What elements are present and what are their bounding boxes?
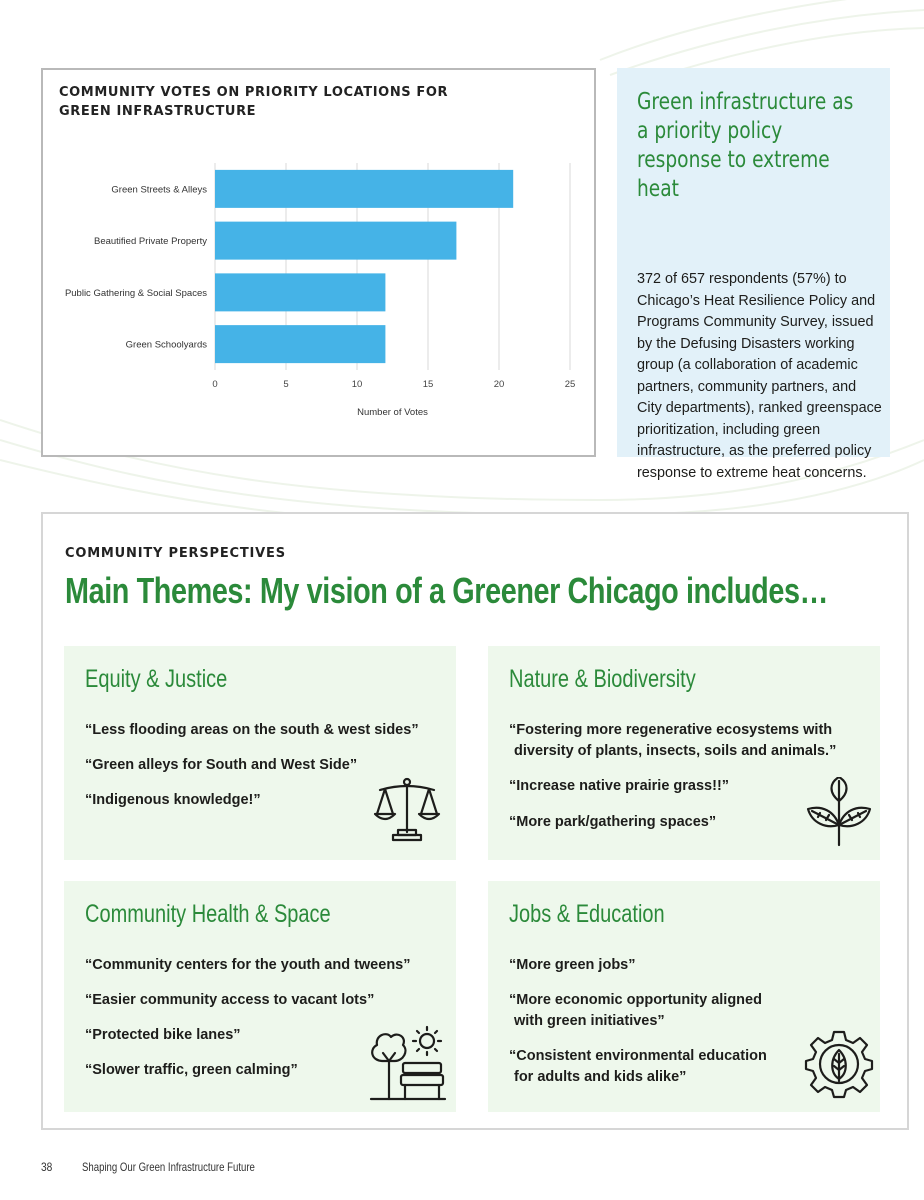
- page-number: 38: [41, 1160, 53, 1174]
- category-label: Green Schoolyards: [125, 339, 207, 351]
- category-label: Public Gathering & Social Spaces: [64, 287, 207, 299]
- leaves-icon: [804, 777, 874, 847]
- bar: [215, 222, 456, 260]
- x-tick-label: 15: [422, 379, 434, 390]
- x-tick-label: 20: [493, 379, 505, 390]
- gear-leaf-icon: [804, 1029, 874, 1099]
- bar: [215, 273, 385, 311]
- quote: “Green alleys for South and West Side”: [85, 757, 358, 773]
- bar: [215, 170, 513, 208]
- quote: “Increase native prairie grass!!”: [509, 778, 730, 794]
- quote-line: “Consistent environmental education: [509, 1048, 767, 1064]
- theme-card-equity: [64, 646, 456, 860]
- sidebar-heading: Green infrastructure as a priority policy response to extreme heat: [637, 89, 854, 202]
- quote-line: for adults and kids alike”: [514, 1069, 687, 1085]
- category-label: Beautified Private Property: [93, 236, 207, 248]
- quote-line: with green initiatives”: [514, 1013, 665, 1029]
- quote: “Less flooding areas on the south & west sides”: [85, 722, 419, 738]
- sidebar-body: 372 of 657 respondents (57%) to Chicago’s Heat Resilience Policy and Programs Community Survey, issued by the Defusing Disasters working group (a collaboration of academic partners, community partners, and City departments), ranked greenspace prioritization, including green infrastructure, as the preferred policy response to extreme heat concerns.: [637, 271, 882, 481]
- quote: [509, 720, 869, 762]
- quote-line: “More economic opportunity aligned: [509, 992, 762, 1008]
- quote: “Indigenous knowledge!”: [85, 792, 261, 808]
- quote-line: “Fostering more regenerative ecosystems with: [509, 722, 833, 738]
- chart-title: COMMUNITY VOTES ON PRIORITY LOCATIONS FOR GREEN INFRASTRUCTURE: [59, 85, 449, 119]
- theme-card-community-health: [64, 881, 456, 1112]
- x-tick-label: 10: [351, 379, 363, 390]
- bar: [215, 325, 385, 363]
- quote: “More green jobs”: [509, 957, 636, 973]
- x-axis-title: Number of Votes: [357, 407, 428, 418]
- quote: “More park/gathering spaces”: [509, 814, 717, 830]
- vote-chart-panel: [41, 68, 596, 457]
- card-title: Equity & Justice: [85, 665, 228, 693]
- section-eyebrow: COMMUNITY PERSPECTIVES: [65, 546, 286, 561]
- section-title: Main Themes: My vision of a Greener Chicago includes…: [65, 570, 828, 611]
- sidebar-callout: [617, 68, 890, 481]
- bar-chart: [43, 70, 594, 455]
- park-bench-tree-sun-icon: [367, 1025, 447, 1101]
- community-perspectives-panel: [41, 512, 909, 1130]
- x-tick-label: 5: [283, 379, 289, 390]
- category-label: Green Streets & Alleys: [111, 184, 207, 196]
- quote: “Easier community access to vacant lots”: [85, 992, 375, 1008]
- quote: [509, 990, 869, 1032]
- theme-card-jobs-education: [488, 881, 880, 1112]
- scales-of-justice-icon: [372, 774, 442, 844]
- x-tick-label: 0: [212, 379, 218, 390]
- card-title: Jobs & Education: [509, 900, 665, 928]
- quote: “Protected bike lanes”: [85, 1027, 241, 1043]
- theme-card-nature: [488, 646, 880, 860]
- quote: “Slower traffic, green calming”: [85, 1062, 298, 1078]
- card-title: Nature & Biodiversity: [509, 665, 696, 693]
- card-title: Community Health & Space: [85, 900, 331, 928]
- footer-document-title: Shaping Our Green Infrastructure Future: [82, 1160, 255, 1174]
- quote-line: diversity of plants, insects, soils and animals.”: [514, 743, 837, 759]
- x-tick-label: 25: [564, 379, 576, 390]
- quote: “Community centers for the youth and tweens”: [85, 957, 411, 973]
